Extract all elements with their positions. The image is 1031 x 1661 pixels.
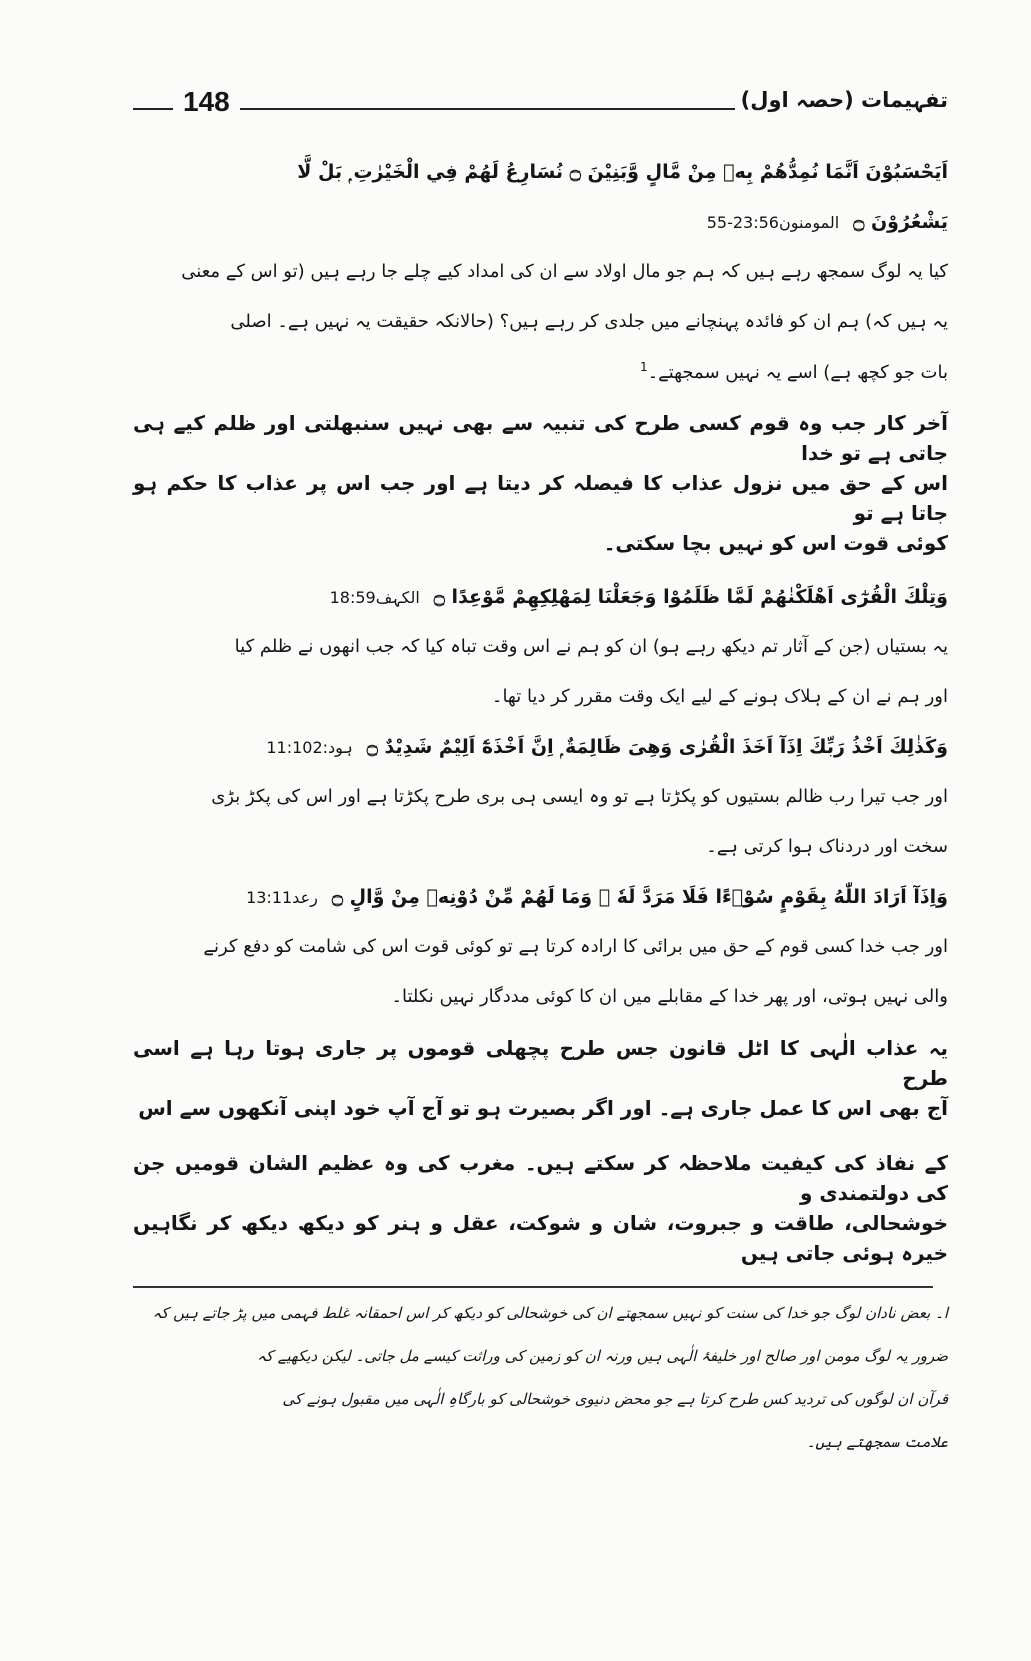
translation-line: اور جب خدا کسی قوم کے حق میں برائی کا ارادہ کرتا ہے تو کوئی قوت اس کی شامت کو دفع کرنے [203,936,948,957]
body-line: کے نفاذ کی کیفیت ملاحظہ کر سکتے ہیں۔ مغرب کی وہ عظیم الشان قومیں جن کی دولتمندی و [133,1151,948,1205]
translation-line: سخت اور دردناک ہوا کرتی ہے۔ [706,836,948,857]
translation-line: اور ہم نے ان کے ہلاک ہونے کے لیے ایک وقت مقرر کر دیا تھا۔ [491,686,948,707]
body-line: آج بھی اس کا عمل جاری ہے۔ اور اگر بصیرت ہو تو آج آپ خود اپنی آنکھوں سے اس [138,1096,948,1120]
ayah-reference: الکہف18:59 [329,588,420,607]
translation-line: والی نہیں ہوتی، اور پھر خدا کے مقابلے میں ان کا کوئی مددگار نہیں نکلتا۔ [391,986,948,1007]
translation-line: اور جب تیرا رب ظالم بستیوں کو پکڑتا ہے تو وہ ایسی ہی بری طرح پکڑتا ہے اور اس کی پکڑ بڑی [211,786,948,807]
footnote-line: ضرور یہ لوگ مومن اور صالح اور خلیفۂ الٰہی ہیں ورنہ ان کو زمین کی وراثت کیسے مل جاتی۔ لیکن دیکھیے کہ [257,1347,948,1365]
body-line: خوشحالی، طاقت و جبروت، شان و شوکت، عقل و ہنر کو دیکھ دیکھ کر نگاہیں خیرہ ہوئی جاتی ہیں [133,1211,948,1265]
footnote-line: ا۔ بعض نادان لوگ جو خدا کی سنت کو نہیں سمجھتے ان کی خوشحالی کو دیکھ کر اس احمقانہ غلط فہمی میں پڑ جاتے ہیں کہ [152,1304,948,1322]
body-line: یہ عذاب الٰہی کا اٹل قانون جس طرح پچھلی قوموں پر جاری ہوتا رہا ہے اسی طرح [133,1036,948,1090]
page-number: 148 [173,86,240,118]
ayah-line [133,583,948,633]
body-line: اس کے حق میں نزول عذاب کا فیصلہ کر دیتا ہے اور جب اس پر عذاب کا حکم ہو جاتا ہے تو [133,471,948,525]
ayah-text: وَتِلْكَ الْقُرٰٓى اَهْلَكْنٰهُمْ لَمَّا ظَلَمُوْا وَجَعَلْنَا لِمَهْلِكِهِمْ مَّوْعِدًا ۝ [433,586,948,608]
translation-line: کیا یہ لوگ سمجھ رہے ہیں کہ ہم جو مال اولاد سے ان کی امداد کیے چلے جا رہے ہیں (تو اس کے معنی [181,261,948,282]
footnote-line: علامت سمجھتے ہیں۔ [806,1433,948,1451]
ayah-line [133,208,948,258]
body-line: کوئی قوت اس کو نہیں بچا سکتی۔ [603,531,948,555]
translation-line: یہ بستیاں (جن کے آثار تم دیکھ رہے ہو) ان کو ہم نے اس وقت تباہ کیا کہ جب انھوں نے ظلم کیا [234,636,948,657]
ayah-line: اَيَحْسَبُوْنَ اَنَّمَا نُمِدُّهُمْ بِهٖ مِنْ مَّالٍ وَّبَنِيْنَ ۝ نُسَارِعُ لَهُمْ فِي الْخَيْرٰتِ ۭ بَلْ لَّا [297,161,948,183]
ayah-reference: ہود:11:102 [266,738,353,757]
body-line: آخر کار جب وہ قوم کسی طرح کی تنبیہ سے بھی نہیں سنبھلتی اور ظلم کیے ہی جاتی ہے تو خدا [133,411,948,465]
translation-line [133,358,948,408]
line-text: بات جو کچھ ہے) اسے یہ نہیں سمجھتے۔ [647,362,948,383]
ayah-line [133,883,948,933]
running-header [133,86,948,130]
ayah-text: وَكَذٰلِكَ اَخْذُ رَبِّكَ اِذَآ اَخَذَ الْقُرٰى وَهِىَ ظَالِمَةٌ ۭ اِنَّ اَخْذَهٗٓ اَلِيْمٌ شَدِيْدٌ ۝ [366,736,948,758]
ayah-reference: رعد13:11 [246,888,318,907]
footnote-mark: 1 [639,360,648,374]
footnote-line: قرآن ان لوگوں کی تردید کس طرح کرتا ہے جو محض دنیوی خوشحالی کو بارگاہِ الٰہی میں مقبول ہونے کی [282,1390,948,1408]
ayah-reference: المومنون23:56-55 [706,213,840,232]
book-page [133,0,948,1474]
footnote-rule [133,1286,933,1288]
ayah-text: يَشْعُرُوْنَ ۝ [853,211,948,233]
ayah-text: وَاِذَآ اَرَادَ اللّٰهُ بِقَوْمٍ سُوْۗءًا فَلَا مَرَدَّ لَهٗ ۚ وَمَا لَهُمْ مِّنْ دُوْنِهٖ مِنْ وَّالٍ ۝ [331,886,948,908]
ayah-line [133,733,948,783]
book-title: تفہیمات (حصہ اول) [735,88,948,112]
translation-line: یہ ہیں کہ) ہم ان کو فائدہ پہنچانے میں جلدی کر رہے ہیں؟ (حالانکہ حقیقت یہ نہیں ہے۔ اصلی [230,311,948,332]
